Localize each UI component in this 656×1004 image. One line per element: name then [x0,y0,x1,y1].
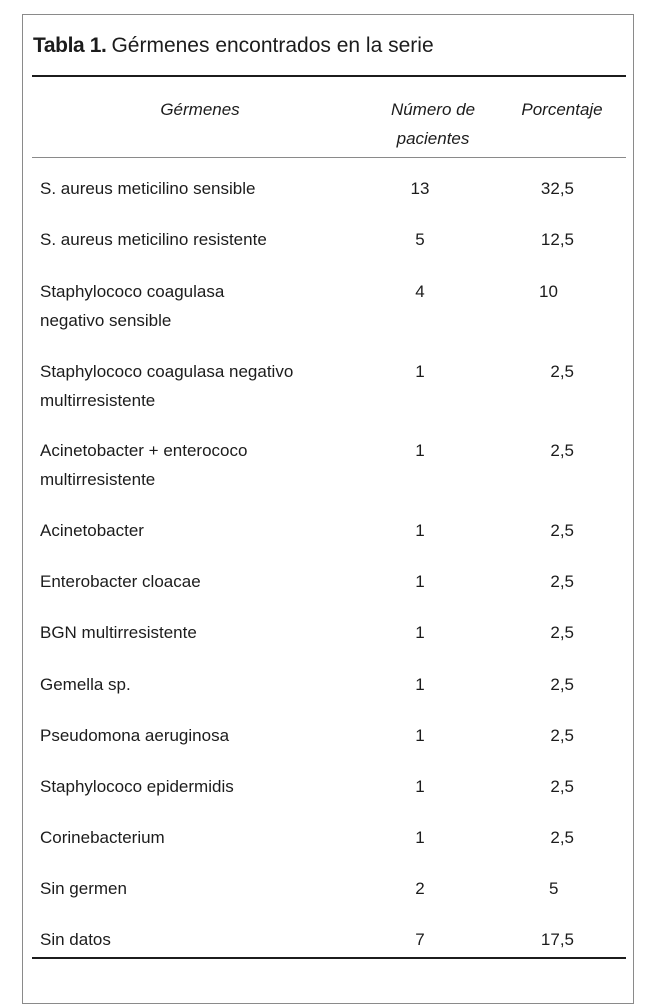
cell-numero: 1 [415,828,425,847]
cell-germen: Sin datos [40,930,111,949]
cell-germen: Corinebacterium [40,828,165,847]
table-label: Tabla 1. [33,34,107,57]
header-germenes: Gérmenes [160,100,240,119]
cell-germen: Enterobacter cloacae [40,572,201,591]
table-title-text: Gérmenes encontrados en la serie [111,34,434,57]
header-porcentaje: Porcentaje [521,100,603,119]
cell-porcentaje: 2,5 [550,441,574,460]
cell-porcentaje: 12,5 [540,230,574,249]
table-frame [22,14,634,1004]
cell-numero: 13 [410,179,430,198]
header-numero-pacientes: Número de pacientes [390,100,476,148]
cell-germen: S. aureus meticilino resistente [40,230,267,249]
cell-porcentaje: 2,5 [550,828,574,847]
cell-porcentaje: 17,5 [540,930,574,949]
cell-porcentaje: 2,5 [550,675,574,694]
table-title [33,34,434,58]
cell-numero: 5 [415,230,425,249]
cell-porcentaje: 2,5 [550,572,574,591]
cell-numero: 1 [415,521,425,540]
cell-numero: 1 [415,362,425,381]
cell-porcentaje: 2,5 [550,362,574,381]
cell-germen: Acinetobacter [40,521,144,540]
cell-numero: 1 [415,441,425,460]
cell-germen: Staphylococo epidermidis [40,777,234,796]
cell-porcentaje: 2,5 [550,726,574,745]
cell-germen: BGN multirresistente [40,623,197,642]
cell-germen: Acinetobacter + enterococo multirresistente [40,441,248,489]
cell-porcentaje: 32,5 [540,179,574,198]
cell-germen: Gemella sp. [40,675,131,694]
cell-numero: 1 [415,623,425,642]
cell-porcentaje: 2,5 [550,521,574,540]
header-rule [32,157,626,158]
cell-germen: S. aureus meticilino sensible [40,179,256,198]
cell-numero: 1 [415,777,425,796]
cell-numero: 1 [415,726,425,745]
cell-numero: 1 [415,572,425,591]
cell-numero: 7 [415,930,425,949]
cell-germen: Staphylococo coagulasa negativo sensible [40,282,225,330]
cell-germen: Staphylococo coagulasa negativo multirresistente [40,362,294,410]
cell-porcentaje: 2,5 [550,777,574,796]
top-rule [32,75,626,77]
cell-porcentaje: 5 [549,879,559,898]
cell-numero: 2 [415,879,425,898]
cell-porcentaje: 2,5 [550,623,574,642]
cell-numero: 4 [415,282,425,301]
bottom-rule [32,957,626,959]
cell-germen: Sin germen [40,879,127,898]
cell-germen: Pseudomona aeruginosa [40,726,230,745]
cell-porcentaje: 10 [539,282,558,301]
cell-numero: 1 [415,675,425,694]
